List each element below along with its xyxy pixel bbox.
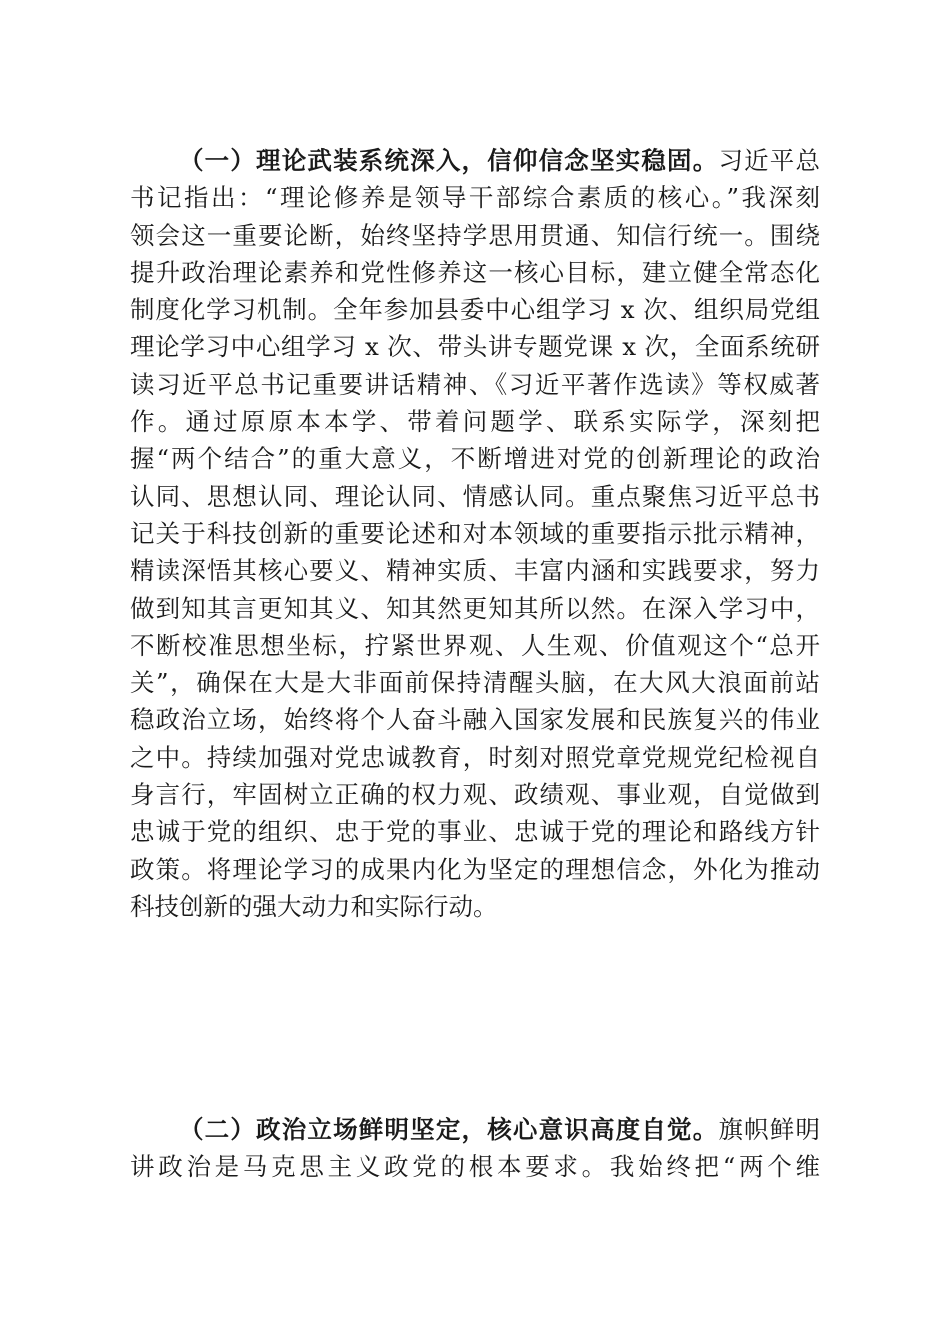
paragraph-political-stance xyxy=(130,1111,820,1186)
paragraph-line: 讲政治是马克思主义政党的根本要求。我始终把“两个维 xyxy=(130,1152,820,1182)
paragraph-line: 握“两个结合”的重大意义，不断增进对党的创新理论的政治 xyxy=(130,444,820,474)
paragraph-line xyxy=(130,142,820,179)
paragraph-line: 稳政治立场，始终将个人奋斗融入国家发展和民族复兴的伟业 xyxy=(130,705,820,735)
paragraph-line: 制度化学习机制。全年参加县委中心组学习 x 次、组织局党组 xyxy=(130,295,820,325)
paragraph-theory-armament xyxy=(130,142,820,925)
paragraph-line: 忠诚于党的组织、忠于党的事业、忠诚于党的理论和路线方针 xyxy=(130,817,820,847)
paragraph-line: 书记指出：“理论修养是领导干部综合素质的核心。”我深刻 xyxy=(130,183,820,213)
section-heading-2: （二）政治立场鲜明坚定，核心意识高度自觉。 xyxy=(179,1115,719,1144)
paragraph-line: 做到知其言更知其义、知其然更知其所以然。在深入学习中， xyxy=(130,593,820,623)
paragraph-line: 作。通过原原本本学、带着问题学、联系实际学，深刻把 xyxy=(130,407,820,437)
paragraph-line xyxy=(130,1111,820,1148)
paragraph-line: 读习近平总书记重要讲话精神、《习近平著作选读》等权威著 xyxy=(130,369,820,399)
paragraph-line: 不断校准思想坐标，拧紧世界观、人生观、价值观这个“总开 xyxy=(130,630,820,660)
paragraph-line: 关”，确保在大是大非面前保持清醒头脑，在大风大浪面前站 xyxy=(130,668,820,698)
paragraph-text: 习近平总 xyxy=(718,146,820,175)
paragraph-line: 身言行，牢固树立正确的权力观、政绩观、事业观，自觉做到 xyxy=(130,780,820,810)
paragraph-line: 精读深悟其核心要义、精神实质、丰富内涵和实践要求，努力 xyxy=(130,556,820,586)
paragraph-line: 科技创新的强大动力和实际行动。 xyxy=(130,891,498,921)
paragraph-line: 理论学习中心组学习 x 次、带头讲专题党课 x 次，全面系统研 xyxy=(130,332,820,362)
paragraph-line: 记关于科技创新的重要论述和对本领域的重要指示批示精神， xyxy=(130,518,820,548)
paragraph-line: 认同、思想认同、理论认同、情感认同。重点聚焦习近平总书 xyxy=(130,481,820,511)
paragraph-line: 政策。将理论学习的成果内化为坚定的理想信念，外化为推动 xyxy=(130,854,820,884)
section-heading-1: （一）理论武装系统深入，信仰信念坚实稳固。 xyxy=(179,146,719,175)
paragraph-line: 领会这一重要论断，始终坚持学思用贯通、知信行统一。围绕 xyxy=(130,220,820,250)
paragraph-text: 旗帜鲜明 xyxy=(718,1115,820,1144)
paragraph-line: 提升政治理论素养和党性修养这一核心目标，建立健全常态化 xyxy=(130,257,820,287)
paragraph-line: 之中。持续加强对党忠诚教育，时刻对照党章党规党纪检视自 xyxy=(130,742,820,772)
